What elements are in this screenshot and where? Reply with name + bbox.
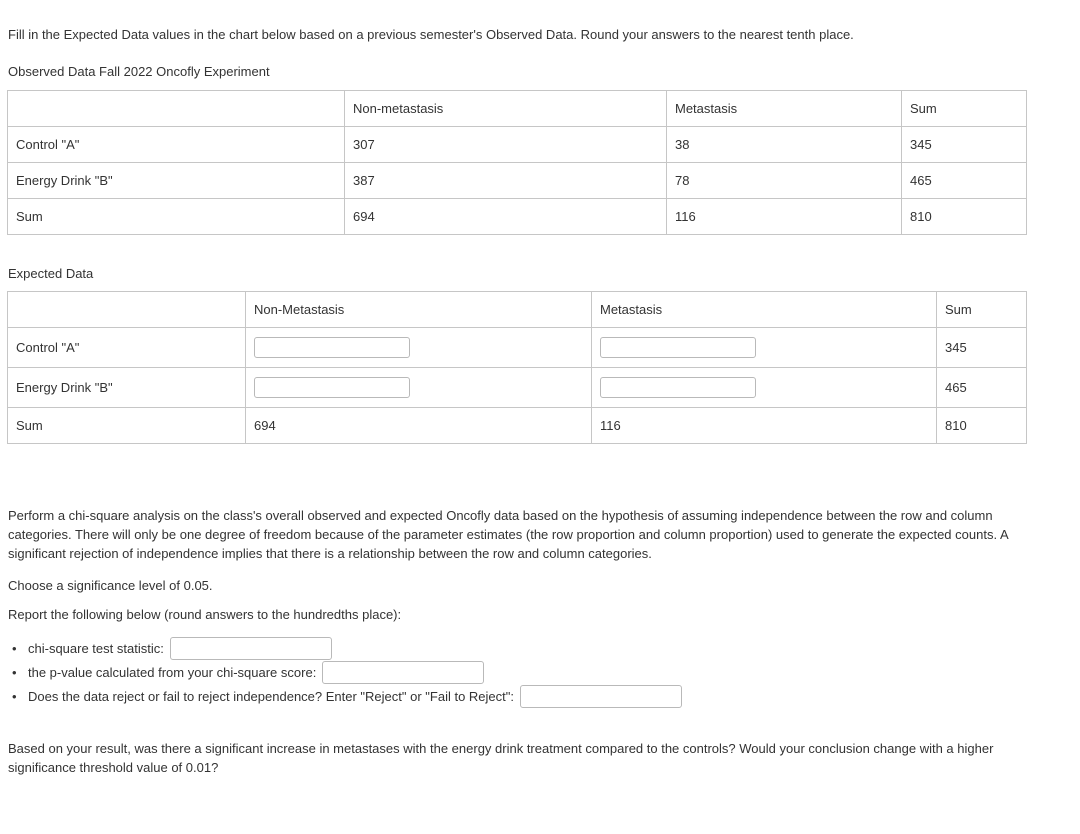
row-label: Control "A" — [8, 127, 345, 163]
observed-header-row — [8, 91, 1027, 127]
expected-title: Expected Data — [8, 266, 94, 281]
table-cell: 78 — [667, 163, 902, 199]
row-label: Sum — [8, 408, 246, 444]
chi-square-input[interactable] — [170, 637, 332, 660]
observed-header-cell: Metastasis — [667, 91, 902, 127]
table-cell: 694 — [345, 199, 667, 235]
row-label: Control "A" — [8, 328, 246, 368]
reject-decision-input[interactable] — [520, 685, 682, 708]
table-cell: 387 — [345, 163, 667, 199]
row-label: Sum — [8, 199, 345, 235]
table-row — [8, 328, 1027, 368]
table-cell — [246, 328, 592, 368]
table-cell: 810 — [937, 408, 1027, 444]
table-row — [8, 127, 1027, 163]
analysis-paragraph: Perform a chi-square analysis on the class's overall observed and expected Oncofly data based on the hypothesis of assuming independence between the row and column categories. There will only be one degree of freedom because of the parameter estimates (the row proportion and column proportion) used to generate the expected counts. A significant rejection of independence implies that there is a relationship between the row and column categories. — [8, 508, 1008, 561]
item-label: chi-square test statistic: — [28, 640, 164, 656]
table-cell: 465 — [937, 368, 1027, 408]
observed-header-cell — [8, 91, 345, 127]
list-item — [8, 684, 682, 708]
item-label: Does the data reject or fail to reject independence? Enter "Reject" or "Fail to Reject": — [28, 688, 514, 704]
expected-energy-nonmetastasis-input[interactable] — [254, 377, 410, 398]
item-label: the p-value calculated from your chi-square score: — [28, 664, 317, 680]
table-cell: 465 — [902, 163, 1027, 199]
table-cell: 810 — [902, 199, 1027, 235]
table-cell — [246, 368, 592, 408]
observed-header-cell: Non-metastasis — [345, 91, 667, 127]
table-row — [8, 368, 1027, 408]
expected-control-metastasis-input[interactable] — [600, 337, 756, 358]
expected-header-cell: Sum — [937, 292, 1027, 328]
bullet-icon: • — [12, 640, 17, 656]
p-value-input[interactable] — [322, 661, 484, 684]
bullet-icon: • — [12, 664, 17, 680]
expected-header-cell: Non-Metastasis — [246, 292, 592, 328]
table-cell — [592, 328, 937, 368]
observed-table — [7, 90, 1027, 235]
table-row — [8, 163, 1027, 199]
significance-text: Choose a significance level of 0.05. — [8, 578, 213, 593]
table-cell: 307 — [345, 127, 667, 163]
table-cell: 694 — [246, 408, 592, 444]
observed-header-cell: Sum — [902, 91, 1027, 127]
report-list — [8, 636, 1008, 716]
table-cell — [592, 368, 937, 408]
table-cell: 116 — [667, 199, 902, 235]
table-cell: 116 — [592, 408, 937, 444]
report-text: Report the following below (round answers to the hundredths place): — [8, 607, 402, 622]
expected-energy-metastasis-input[interactable] — [600, 377, 756, 398]
instructions-text: Fill in the Expected Data values in the chart below based on a previous semester's Observed Data. Round your answers to the nearest tenth place. — [8, 27, 854, 42]
expected-header-cell — [8, 292, 246, 328]
table-cell: 345 — [937, 328, 1027, 368]
row-label: Energy Drink "B" — [8, 368, 246, 408]
observed-title: Observed Data Fall 2022 Oncofly Experiment — [8, 64, 270, 79]
conclusion-text: Based on your result, was there a significant increase in metastases with the energy drink treatment compared to the controls? Would your conclusion change with a higher significance threshold value of 0.01? — [8, 741, 994, 775]
expected-header-row — [8, 292, 1027, 328]
expected-header-cell: Metastasis — [592, 292, 937, 328]
table-cell: 345 — [902, 127, 1027, 163]
list-item — [8, 660, 484, 684]
table-cell: 38 — [667, 127, 902, 163]
bullet-icon: • — [12, 688, 17, 704]
table-row — [8, 408, 1027, 444]
list-item — [8, 636, 332, 660]
expected-control-nonmetastasis-input[interactable] — [254, 337, 410, 358]
table-row — [8, 199, 1027, 235]
row-label: Energy Drink "B" — [8, 163, 345, 199]
expected-table — [7, 291, 1027, 444]
